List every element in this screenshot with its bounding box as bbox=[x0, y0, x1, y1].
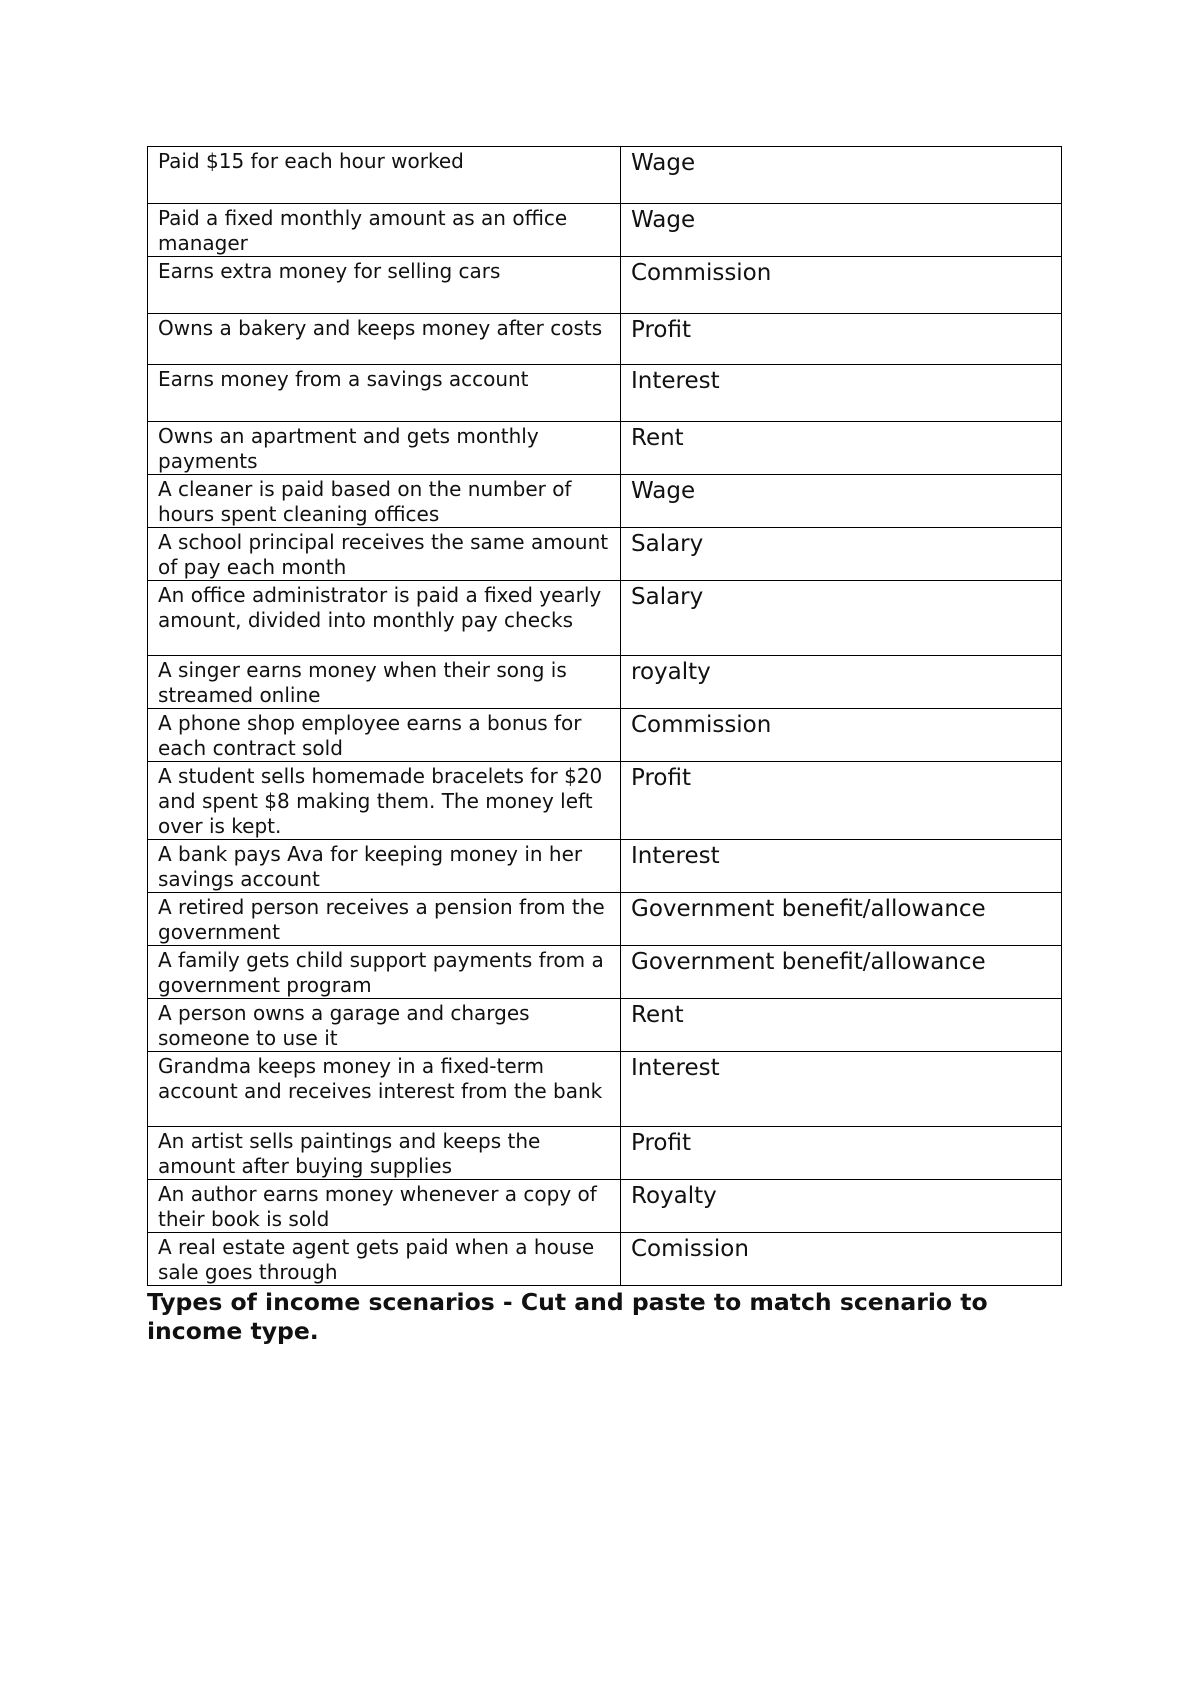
income-type-cell: Rent bbox=[621, 422, 1062, 475]
scenario-cell: A real estate agent gets paid when a house sale goes through bbox=[148, 1233, 621, 1286]
scenario-cell: An author earns money whenever a copy of their book is sold bbox=[148, 1180, 621, 1233]
income-type-cell: Comission bbox=[621, 1233, 1062, 1286]
income-type-cell: Government benefit/allowance bbox=[621, 946, 1062, 999]
worksheet bbox=[147, 146, 1062, 1346]
income-type-cell: Salary bbox=[621, 528, 1062, 581]
income-type-cell: Rent bbox=[621, 999, 1062, 1052]
table-row bbox=[148, 475, 1062, 528]
income-type-cell: Salary bbox=[621, 581, 1062, 656]
scenario-cell: Earns money from a savings account bbox=[148, 365, 621, 422]
scenario-cell: An artist sells paintings and keeps the amount after buying supplies bbox=[148, 1127, 621, 1180]
scenario-cell: Owns an apartment and gets monthly payments bbox=[148, 422, 621, 475]
scenario-cell: Paid a fixed monthly amount as an office manager bbox=[148, 204, 621, 257]
table-row bbox=[148, 422, 1062, 475]
table-row bbox=[148, 581, 1062, 656]
table-row bbox=[148, 1233, 1062, 1286]
income-type-cell: Interest bbox=[621, 365, 1062, 422]
scenario-cell: Grandma keeps money in a fixed-term account and receives interest from the bank bbox=[148, 1052, 621, 1127]
income-type-cell: Profit bbox=[621, 1127, 1062, 1180]
income-type-cell: Wage bbox=[621, 475, 1062, 528]
scenario-cell: A singer earns money when their song is streamed online bbox=[148, 656, 621, 709]
table-row bbox=[148, 893, 1062, 946]
table-row bbox=[148, 204, 1062, 257]
table-row bbox=[148, 762, 1062, 840]
table-row bbox=[148, 1052, 1062, 1127]
income-type-cell: Interest bbox=[621, 840, 1062, 893]
income-type-cell: Profit bbox=[621, 314, 1062, 365]
table-row bbox=[148, 1180, 1062, 1233]
scenario-cell: A phone shop employee earns a bonus for each contract sold bbox=[148, 709, 621, 762]
scenario-cell: Owns a bakery and keeps money after costs bbox=[148, 314, 621, 365]
scenario-cell: A cleaner is paid based on the number of hours spent cleaning offices bbox=[148, 475, 621, 528]
income-matching-table bbox=[147, 146, 1062, 1286]
scenario-cell: A retired person receives a pension from the government bbox=[148, 893, 621, 946]
income-type-cell: Royalty bbox=[621, 1180, 1062, 1233]
income-type-cell: Profit bbox=[621, 762, 1062, 840]
table-row bbox=[148, 1127, 1062, 1180]
table-row bbox=[148, 528, 1062, 581]
income-type-cell: Government benefit/allowance bbox=[621, 893, 1062, 946]
scenario-cell: A school principal receives the same amount of pay each month bbox=[148, 528, 621, 581]
scenario-cell: An office administrator is paid a fixed yearly amount, divided into monthly pay checks bbox=[148, 581, 621, 656]
table-row bbox=[148, 656, 1062, 709]
table-row bbox=[148, 946, 1062, 999]
scenario-cell: A family gets child support payments from a government program bbox=[148, 946, 621, 999]
scenario-cell: Earns extra money for selling cars bbox=[148, 257, 621, 314]
table-row bbox=[148, 147, 1062, 204]
income-type-cell: royalty bbox=[621, 656, 1062, 709]
table-row bbox=[148, 840, 1062, 893]
table-row bbox=[148, 709, 1062, 762]
instructions-caption: Types of income scenarios - Cut and paste to match scenario to income type. bbox=[147, 1288, 988, 1345]
table-row bbox=[148, 314, 1062, 365]
table-row bbox=[148, 257, 1062, 314]
income-type-cell: Wage bbox=[621, 204, 1062, 257]
scenario-cell: A bank pays Ava for keeping money in her savings account bbox=[148, 840, 621, 893]
income-type-cell: Interest bbox=[621, 1052, 1062, 1127]
scenario-cell: A person owns a garage and charges someone to use it bbox=[148, 999, 621, 1052]
income-type-cell: Commission bbox=[621, 257, 1062, 314]
table-row bbox=[148, 999, 1062, 1052]
scenario-cell: A student sells homemade bracelets for $20 and spent $8 making them. The money left over is kept. bbox=[148, 762, 621, 840]
scenario-cell: Paid $15 for each hour worked bbox=[148, 147, 621, 204]
table-row bbox=[148, 365, 1062, 422]
income-type-cell: Wage bbox=[621, 147, 1062, 204]
income-type-cell: Commission bbox=[621, 709, 1062, 762]
